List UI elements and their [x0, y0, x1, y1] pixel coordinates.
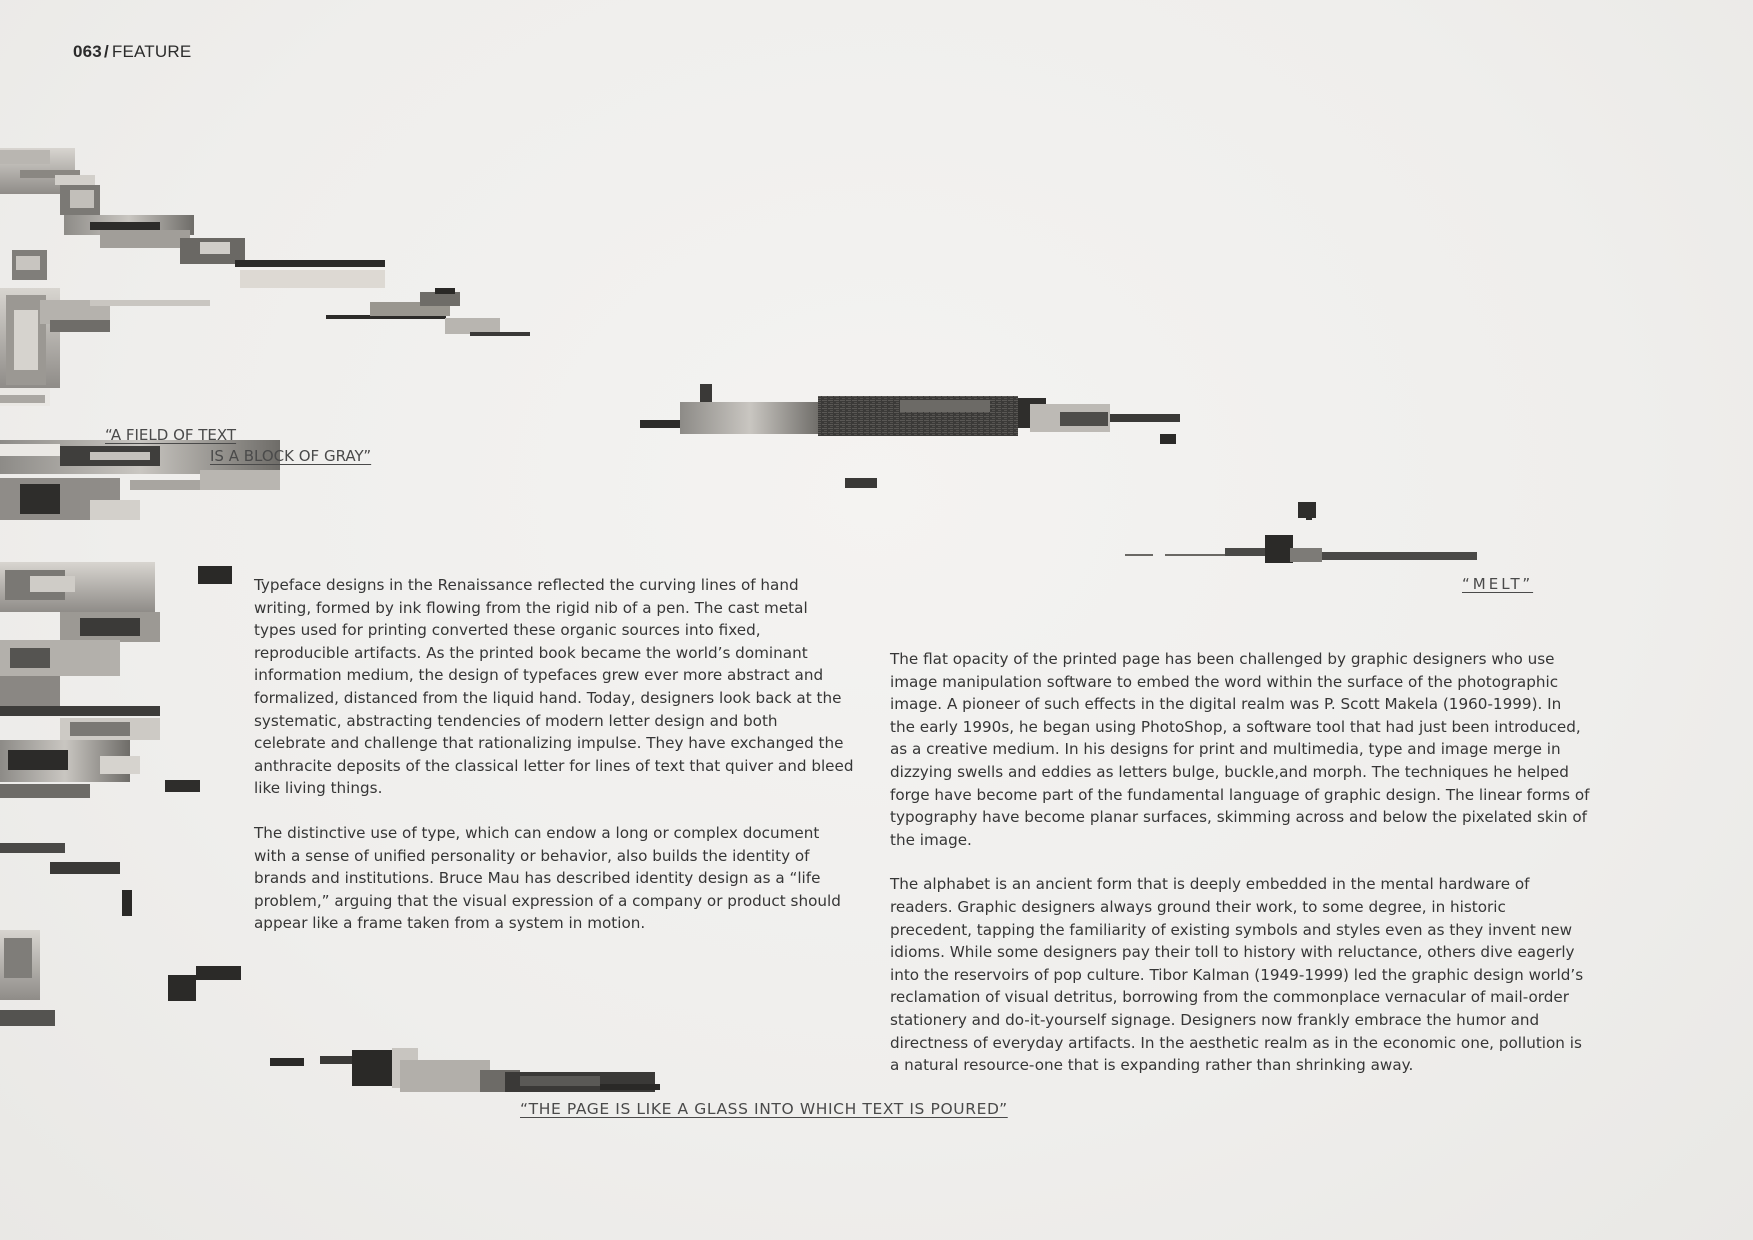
folio-separator: /	[103, 42, 109, 61]
body-paragraph: The flat opacity of the printed page has been challenged by graphic designers who use image manipulation software to embed the word within the surface of the photographic image. A pioneer of such effects in the digital realm was P. Scott Makela (1960-1999). In the early 1990s, he began using PhotoShop, a software tool that had just been introduced, as a creative medium. In his designs for print and multimedia, type and image merge in dizzying swells and eddies as letters bulge, buckle,and morph. The techniques he helped forge have become part of the fundamental language of graphic design. The linear forms of typography have become planar surfaces, skimming across and below the pixelated skin of the image.	[890, 650, 1590, 849]
pull-quote-field-line-1: “A FIELD OF TEXT	[105, 426, 237, 444]
collage-strip-center	[640, 384, 1180, 488]
collage-strip-right	[1125, 502, 1477, 563]
pull-quote-melt: “MELT”	[1462, 575, 1534, 593]
pull-quote-field-line-2: IS A BLOCK OF GRAY”	[210, 447, 372, 465]
body-column-left	[254, 574, 854, 957]
section-name: FEATURE	[111, 42, 192, 61]
collage-cluster-top-left	[0, 148, 385, 406]
pull-quote-glass: “THE PAGE IS LIKE A GLASS INTO WHICH TEXT IS POURED”	[520, 1100, 1008, 1118]
body-paragraph: The alphabet is an ancient form that is deeply embedded in the mental hardware of readers. Graphic designers always ground their work, to some degree, in historic precedent, tapping the familiarity of existing symbols and styles even as they invent new idioms. While some designers pay their toll to history with reluctance, others dive eagerly into the reservoirs of pop culture. Tibor Kalman (1949-1999) led the graphic design world’s reclamation of visual detritus, borrowing from the commonplace vernacular of mail-order stationery and do-it-yourself signage. Designers now frankly embrace the humor and directness of everyday artifacts. In the aesthetic realm as in the economic one, pollution is a natural resource-one that is expanding rather than shrinking away.	[890, 875, 1584, 1075]
body-paragraph: Typeface designs in the Renaissance reflected the curving lines of hand writing, formed by ink flowing from the rigid nib of a pen. The cast metal types used for printing converted these organic sources into fixed, reproducible artifacts. As the printed book became the world’s dominant information medium, the design of typefaces grew ever more abstract and formalized, distanced from the liquid hand. Today, designers look back at the systematic, abstracting tendencies of modern letter design and both celebrate and challenge that rationalizing impulse. They have exchanged the anthracite deposits of the classical letter for lines of text that quiver and bleed like living things.	[254, 576, 854, 798]
collage-strip-bottom	[270, 1048, 660, 1092]
body-paragraph: The distinctive use of type, which can endow a long or complex document with a sense of unified personality or behavior, also builds the identity of brands and institutions. Bruce Mau has described identity design as a “life problem,” arguing that the visual expression of a company or product should appear like a frame taken from a system in motion.	[254, 823, 841, 933]
collage-fragment-upper-mid	[326, 288, 530, 336]
page-number: 063	[73, 42, 102, 61]
collage-cluster-left-lower	[0, 562, 241, 1026]
body-column-right	[890, 648, 1590, 1099]
